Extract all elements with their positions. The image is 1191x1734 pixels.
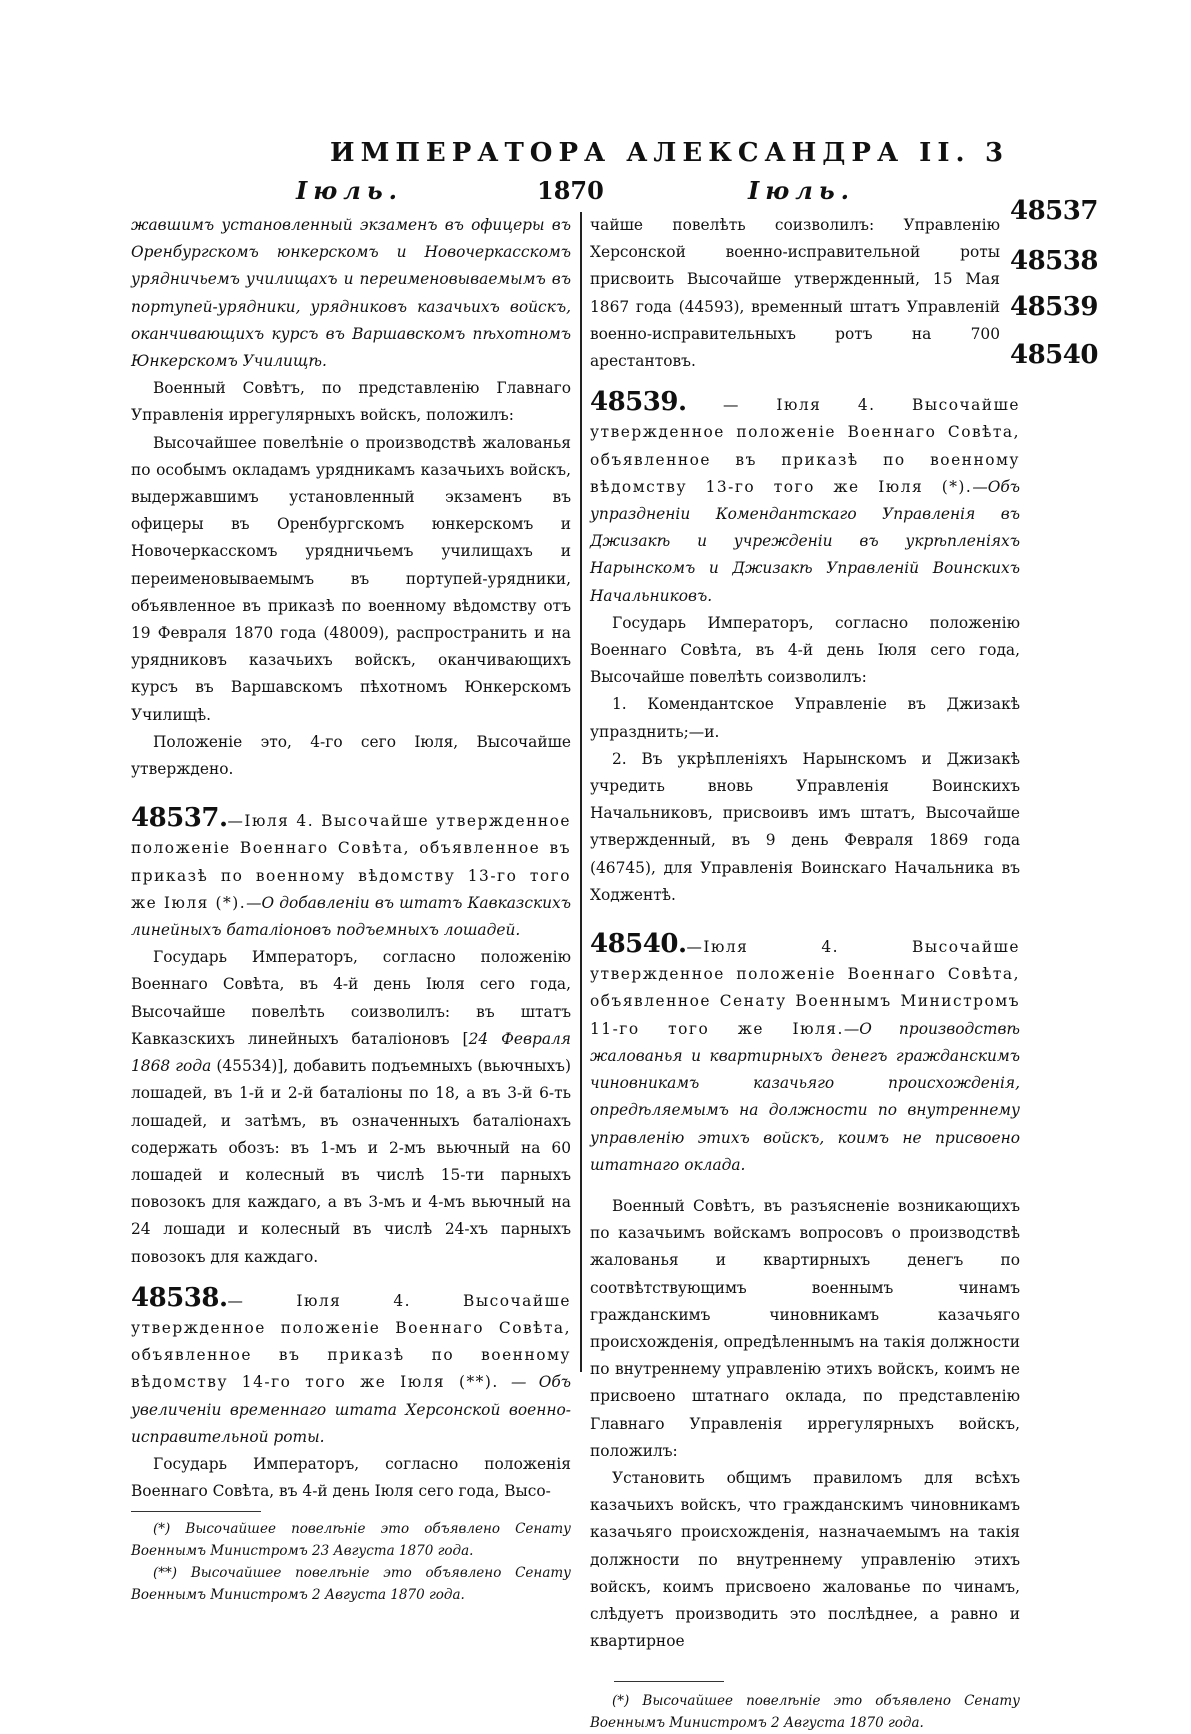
- footnotes: [131, 1518, 571, 1606]
- article-subject: —Объ упраздненіи Комендантскаго Управленія въ Джизакѣ и учрежденіи въ укрѣпленіяхъ Нарынскомъ и Джизакѣ Управленій Воинскихъ Начальниковъ.: [590, 477, 1020, 605]
- running-header: [0, 138, 1191, 178]
- month-right: Іюль.: [748, 176, 856, 205]
- footnote: (*) Высочайшее повелѣніе это объявлено Сенату Военнымъ Министромъ 23 Августа 1870 года.: [131, 1521, 571, 1560]
- article-heading: —Іюля 4. Высочайше утвержденное положеніе Военнаго Совѣта, объявленное Сенату Военнымъ Министромъ 11-го того же Іюля.: [590, 938, 1020, 1038]
- paragraph: Установить общимъ правиломъ для всѣхъ казачьихъ войскъ, что гражданскимъ чиновникамъ казачьяго происхожденія, назначаемымъ на такія должности по внутреннему управленію этихъ войскъ, коимъ присвоено жалованье по чинамъ, слѣдуетъ производить это послѣднее, а равно и квартирное: [590, 1468, 1020, 1651]
- article-text: (45534)], добавить подъемныхъ (вьючныхъ) лошадей, въ 1-й и 2-й баталіоны по 18, а въ 3-й 6-ть лошадей, и затѣмъ, въ означенныхъ баталіонахъ содержать обозъ: въ 1-мъ и 2-мъ вьючный на 60 лошадей и колесный въ числѣ 15-ти парныхъ повозокъ для каждаго, а въ 3-мъ и 4-мъ вьючный на 24 лошади и колесный въ числѣ 24-хъ парныхъ повозокъ для каждаго.: [131, 1057, 571, 1266]
- column-divider: [580, 212, 583, 1372]
- article-body: Государь Императоръ, согласно положенія Военнаго Совѣта, въ 4-й день Іюля сего года, Высо-: [131, 1454, 571, 1501]
- footnote: (**) Высочайшее повелѣніе это объявлено Сенату Военнымъ Министромъ 2 Августа 1870 года.: [131, 1565, 571, 1604]
- margin-number: 48539: [1010, 292, 1098, 322]
- intro-continuation: жавшимъ установленный экзаменъ въ офицеры въ Оренбургскомъ юнкерскомъ и Новочеркасскомъ урядничьемъ училищахъ и переименовываемымъ въ портупей-урядники, урядниковъ казачьихъ войскъ, оканчивающихъ курсъ въ Варшавскомъ пѣхотномъ Юнкерскомъ Училищѣ.: [131, 216, 571, 371]
- article-subject: —О производствѣ жалованья и квартирныхъ денегъ гражданскимъ чиновникамъ казачьяго происхожденія, опредѣляемымъ на должности по внутреннему управленію этихъ войскъ, коимъ не присвоено штатнаго оклада.: [590, 1019, 1020, 1174]
- article-number: 48540.: [590, 929, 687, 960]
- month-left: Іюль.: [296, 176, 404, 205]
- paragraph: Высочайшее повелѣніе о производствѣ жалованья по особымъ окладамъ урядникамъ казачьихъ войскъ, выдержавшимъ установленный экзаменъ въ офицеры въ Оренбургскомъ юнкерскомъ и Новочеркасскомъ урядничьемъ училищахъ и переименовываемымъ въ портупей-урядники, объявленное въ приказѣ по военному вѣдомству отъ 19 Февраля 1870 года (48009), распространить и на урядниковъ казачьихъ войскъ, оканчивающихъ курсъ въ Варшавскомъ пѣхотномъ Юнкерскомъ Училищѣ.: [131, 433, 571, 724]
- continuation: чайше повелѣть соизволилъ: Управленію Херсонской военно-исправительной роты присвоить Высочайше утвержденный, 15 Мая 1867 года (44593), временный штатъ Управленій военно-исправительныхъ ротъ на 700 арестантовъ.: [590, 216, 1000, 371]
- year: 1870: [537, 176, 604, 205]
- list-item: 2. Въ укрѣпленіяхъ Нарынскомъ и Джизакѣ учредить вновь Управленія Воинскихъ Начальниковъ, присвоивъ имъ штатъ, Высочайше утвержденный, въ 9 день Февраля 1869 года (46745), для Управленія Воинскаго Начальника въ Ходжентѣ.: [590, 749, 1020, 904]
- article-number: 48538.: [131, 1282, 228, 1313]
- list-item: 1. Комендантское Управленіе въ Джизакѣ упразднить;—и.: [590, 695, 1020, 741]
- article-48540: [590, 931, 1020, 1179]
- margin-number: 48538: [1010, 246, 1098, 276]
- date-ref: 24 Февраля 1868 года: [131, 1029, 571, 1076]
- footnote-rule: [614, 1681, 724, 1682]
- article-number: 48539.: [590, 387, 687, 418]
- page-title: ИМПЕРАТОРА АЛЕКСАНДРА II.: [330, 138, 971, 168]
- article-heading: —Іюля 4. Высочайше утвержденное положеніе Военнаго Совѣта, объявленное въ приказѣ по военному вѣдомству 13-го того же Іюля (*).: [131, 812, 571, 912]
- paragraph: Положеніе это, 4-го сего Іюля, Высочайше утверждено.: [131, 732, 571, 779]
- footnote: (*) Высочайшее повелѣніе это объявлено Сенату Военнымъ Министромъ 2 Августа 1870 года.: [590, 1693, 1020, 1732]
- left-column: [131, 212, 571, 1606]
- article-48539: [590, 389, 1020, 610]
- margin-number: 48537: [1010, 196, 1098, 226]
- article-heading: — Іюля 4. Высочайше утвержденное положеніе Военнаго Совѣта, объявленное въ приказѣ по военному вѣдомству 13-го того же Іюля (*).: [590, 396, 1020, 496]
- article-48538: [131, 1282, 571, 1451]
- article-body: [131, 944, 571, 1270]
- footnote-rule: [131, 1511, 261, 1512]
- paragraph: Военный Совѣтъ, въ разъясненіе возникающихъ по казачьимъ войскамъ вопросовъ о производствѣ жалованья и квартирныхъ денегъ по соотвѣтствующимъ военнымъ чинамъ гражданскимъ чиновникамъ казачьяго происхожденія, опредѣленнымъ на такія должности по внутреннему управленію этихъ войскъ, коимъ не присвоено штатнаго оклада, по представленію Главнаго Управленія иррегулярныхъ войскъ, положилъ:: [590, 1196, 1020, 1460]
- right-column: [590, 212, 1020, 1734]
- margin-number: 48540: [1010, 340, 1098, 370]
- paragraph: Военный Совѣтъ, по представленію Главнаго Управленія иррегулярныхъ войскъ, положилъ:: [131, 379, 571, 425]
- article-subject: —О добавленіи въ штатъ Кавказскихъ линейныхъ баталіоновъ подъемныхъ лошадей.: [131, 893, 571, 940]
- article-number: 48537.: [131, 803, 228, 834]
- article-text: Государь Императоръ, согласно положенію Военнаго Совѣта, въ 4-й день Іюля сего года, Высочайше повелѣть соизволилъ: въ штатъ Кавказскихъ линейныхъ баталіоновъ [: [131, 948, 571, 1048]
- article-48537: [131, 805, 571, 944]
- footnotes: [590, 1690, 1020, 1734]
- page-number: 3: [985, 138, 1004, 168]
- article-subject: — Объ увеличеніи временнаго штата Херсонской военно-исправительной роты.: [131, 1373, 571, 1446]
- article-heading: — Іюля 4. Высочайше утвержденное положеніе Военнаго Совѣта, объявленное въ приказѣ по военному вѣдомству 14-го того же Іюля (**).: [131, 1291, 571, 1392]
- article-body: Государь Императоръ, согласно положенію Военнаго Совѣта, въ 4-й день Іюля сего года, Высочайше повелѣть соизволилъ:: [590, 613, 1020, 687]
